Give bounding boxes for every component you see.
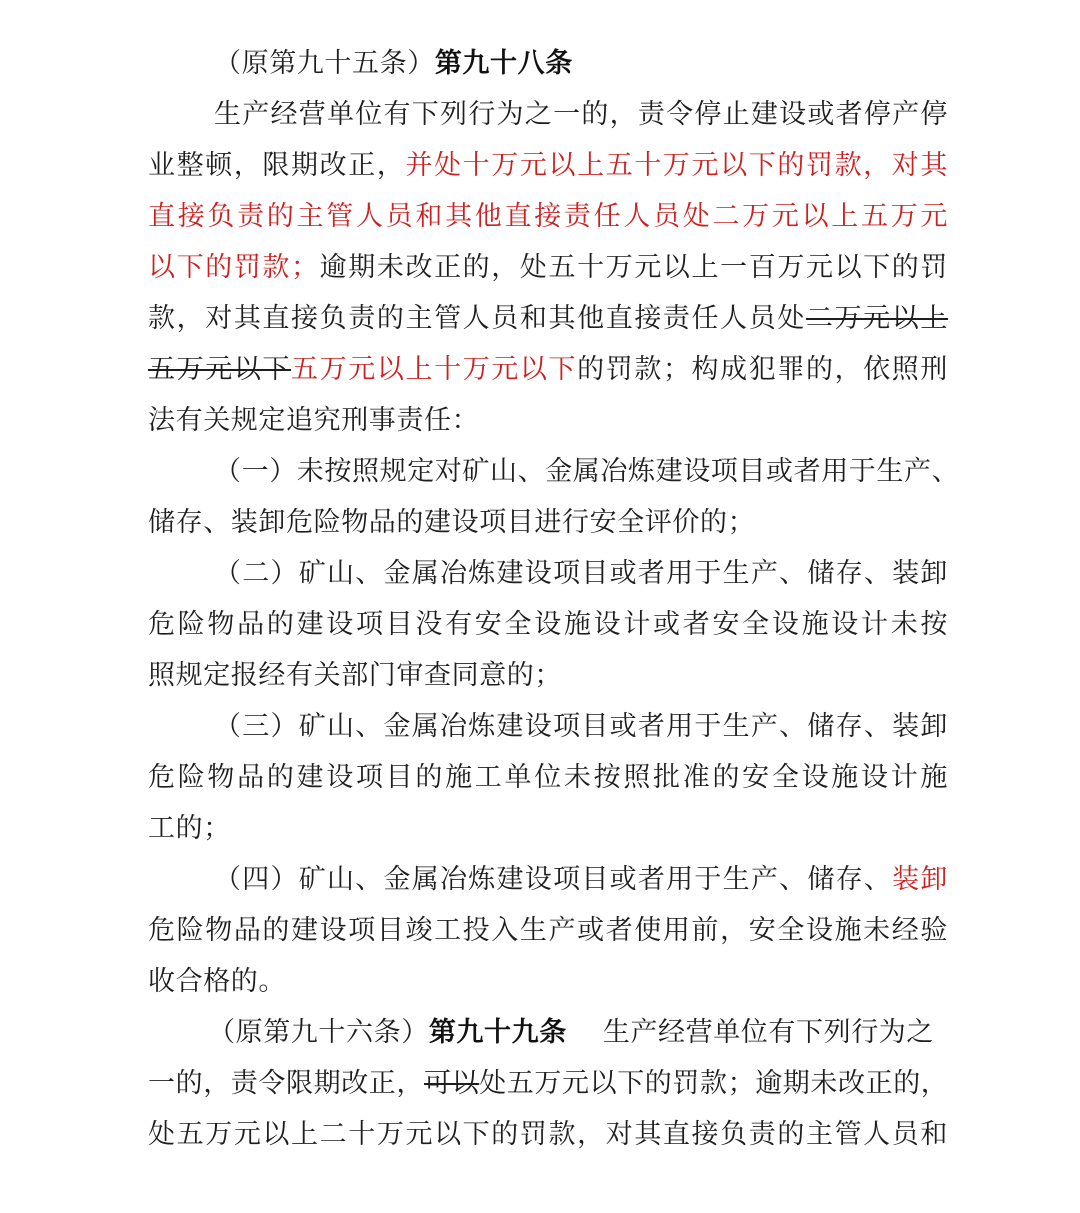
item-2-line-3 xyxy=(148,650,948,701)
amended-text: 装卸 xyxy=(892,864,948,895)
article-98-line-2 xyxy=(148,140,948,191)
item-3-line-3 xyxy=(148,803,948,854)
text-run: 工的； xyxy=(148,813,231,844)
item-2-line-1 xyxy=(148,548,948,599)
article-98-line-5 xyxy=(148,293,948,344)
text-run: 处五万元以上二十万元以下的罚款，对其直接负责的主管人员和 xyxy=(148,1119,948,1150)
text-run: 款，对其直接负责的主管人员和其他直接责任人员处 xyxy=(148,303,806,334)
amended-text: 以下的罚款； xyxy=(148,252,319,283)
item-1-line-1 xyxy=(148,446,960,497)
text-run: 的罚款；构成犯罪的，依照刑 xyxy=(577,354,949,385)
text-run: （二）矿山、金属冶炼建设项目或者用于生产、储存、装卸 xyxy=(214,558,948,589)
deleted-text: 可以 xyxy=(424,1068,480,1099)
text-run: 储存、装卸危险物品的建设项目进行安全评价的； xyxy=(148,507,756,538)
text-run: 一的，责令限期改正， xyxy=(148,1068,424,1099)
item-2-line-2 xyxy=(148,599,948,650)
deleted-text: 五万元以下 xyxy=(148,354,292,385)
item-4-line-2 xyxy=(148,905,948,956)
text-run: 危险物品的建设项目没有安全设施设计或者安全设施设计未按 xyxy=(148,609,948,640)
item-3-line-1 xyxy=(148,701,948,752)
text-run: 收合格的。 xyxy=(148,966,286,997)
item-1-line-2 xyxy=(148,497,948,548)
article-98-line-4 xyxy=(148,242,948,293)
text-run: （一）未按照规定对矿山、金属冶炼建设项目或者用于生产、 xyxy=(214,456,960,487)
item-4-line-1 xyxy=(148,854,948,905)
article-99-title: 第九十九条 xyxy=(428,1017,567,1048)
text-run: 法有关规定追究刑事责任： xyxy=(148,405,480,436)
document-page xyxy=(148,38,960,1160)
text-run: 生产经营单位有下列行为之一的，责令停止建设或者停产停 xyxy=(214,99,948,130)
text-run: （三）矿山、金属冶炼建设项目或者用于生产、储存、装卸 xyxy=(214,711,948,742)
article-99-original-number: （原第九十六条） xyxy=(208,1017,429,1048)
item-4-line-3 xyxy=(148,956,948,1007)
amended-text: 直接负责的主管人员和其他直接责任人员处二万元以上五万元 xyxy=(148,201,948,232)
item-3-line-2 xyxy=(148,752,948,803)
text-run: 逾期未改正的，处五十万元以上一百万元以下的罚 xyxy=(318,252,948,283)
amended-text: 并处十万元以上五十万元以下的罚款，对其 xyxy=(405,150,948,181)
text-run: 生产经营单位有下列行为之 xyxy=(602,1017,935,1048)
text-run: 危险物品的建设项目竣工投入生产或者使用前，安全设施未经验 xyxy=(148,915,948,946)
article-98-line-1 xyxy=(148,89,948,140)
article-99-line-2 xyxy=(148,1058,948,1109)
text-run: 照规定报经有关部门审查同意的； xyxy=(148,660,562,691)
article-98-line-7 xyxy=(148,395,948,446)
article-98-line-3 xyxy=(148,191,948,242)
article-98-title: 第九十八条 xyxy=(434,48,573,79)
text-run: 业整顿，限期改正， xyxy=(148,150,406,181)
text-run: 处五万元以下的罚款；逾期未改正的， xyxy=(479,1068,949,1099)
deleted-text: 二万元以上 xyxy=(805,303,948,334)
article-99-line-3 xyxy=(148,1109,948,1160)
amended-text: 五万元以上十万元以下 xyxy=(291,354,578,385)
text-run: （四）矿山、金属冶炼建设项目或者用于生产、储存、 xyxy=(214,864,893,895)
article-98-heading xyxy=(148,38,948,89)
article-98-line-6 xyxy=(148,344,948,395)
article-99-heading-line xyxy=(148,1007,948,1058)
article-98-original-number: （原第九十五条） xyxy=(214,48,435,79)
text-run: 危险物品的建设项目的施工单位未按照批准的安全设施设计施 xyxy=(148,762,948,793)
